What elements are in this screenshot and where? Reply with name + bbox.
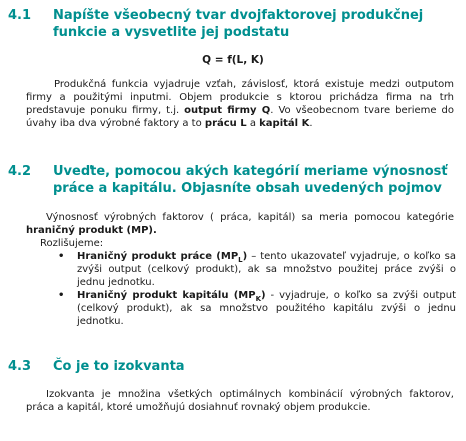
heading-4-1 <box>8 7 466 43</box>
production-function-formula: Q = f(L, K) <box>202 54 264 66</box>
list-item: • Hraničný produkt práce $(MP_L)$ – tento ukazovateľ vyjadruje, o koľko sa zvýši output (celkový produkt), ak sa množstvo použitej práce zvýši o jednu jednotku. <box>58 251 457 288</box>
heading-4-2 <box>8 163 466 199</box>
list-item: • Hraničný produkt kapitálu $(MP_K)$ - vyjadruje, o koľko sa zvýši output (celkový produkt), ak sa množstvo použitého kapitálu zvýši o jednu jednotku. <box>58 290 456 327</box>
section-title: Čo je to izokvanta <box>53 359 185 374</box>
section-title: Uveďte, pomocou akých kategórií meriame výnosnosť práce a kapitálu. Objasníte obsah uvedených pojmov <box>53 164 448 196</box>
section-number: 4.3 <box>8 359 32 374</box>
heading-4-3 <box>8 358 466 376</box>
distinguish-label: Rozlišujeme: <box>40 238 104 249</box>
bullet-icon: • <box>58 290 65 301</box>
paragraph-isoquant: Izokvanta je množina všetkých optimálnych kombinácií výrobných faktorov, práca a kapitál, ktoré umožňujú dosiahnuť rovnaký objem produkcie. <box>26 389 454 413</box>
section-title: Napíšte všeobecný tvar dvojfaktorovej produkčnej funkcie a vysvetlite jej podstatu <box>53 8 424 40</box>
paragraph-production-function: Produkčná funkcia vyjadruje vzťah, závislosť, ktorá existuje medzi outputom firmy a použitými inputmi. Objem produkcie s ktorou prichádza firma na trh predstavuje ponuku firmy, t.j. output firmy Q. Vo všeobecnom tvare berieme do úvahy iba dva výrobné faktory a to prácu L a kapitál K. <box>26 79 454 129</box>
section-number: 4.1 <box>8 8 32 23</box>
bullet-icon: • <box>58 251 65 262</box>
marginal-product-list <box>58 250 456 328</box>
section-number: 4.2 <box>8 164 32 179</box>
paragraph-marginal-product: Výnosnosť výrobných faktorov ( práca, kapitál) sa meria pomocou kategórie hraničný produkt (MP). <box>26 212 454 236</box>
